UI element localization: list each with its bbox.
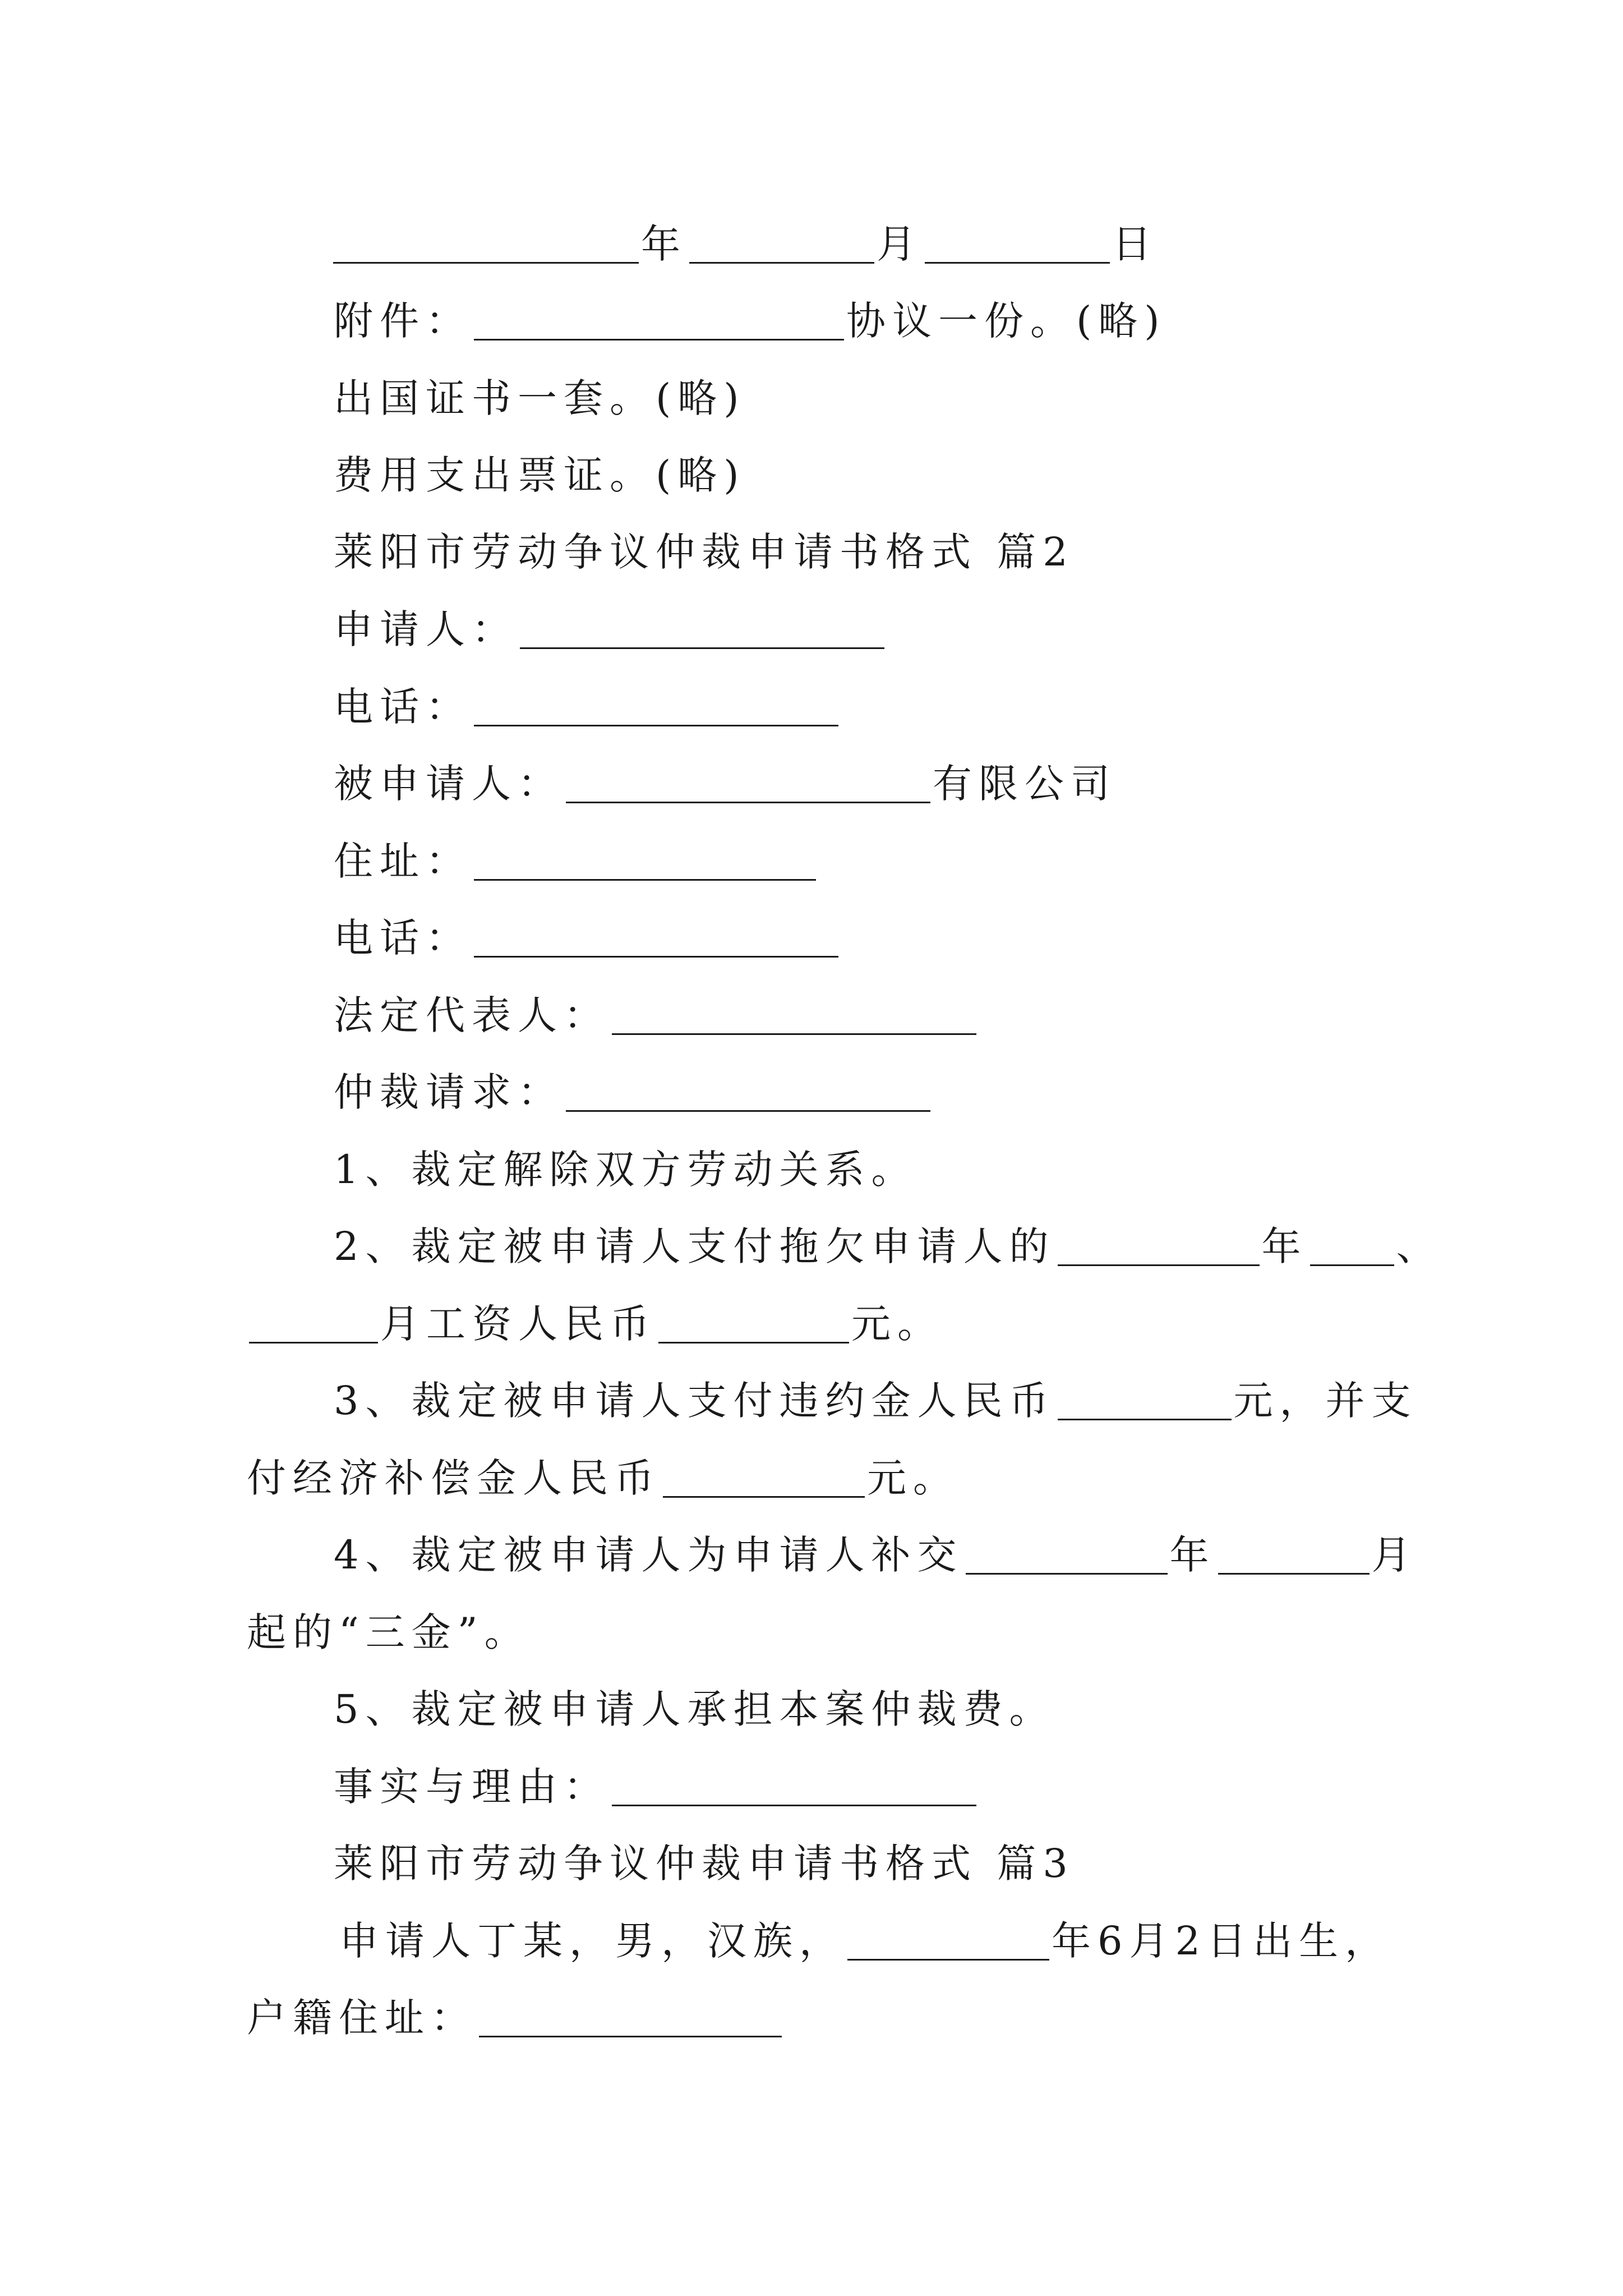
- legal-rep-line: [334, 982, 979, 1049]
- year-blank: [333, 225, 639, 264]
- claim-text: 元，并支: [1233, 1378, 1418, 1424]
- year-label: 年: [641, 221, 687, 267]
- claim-text: 2、裁定被申请人支付拖欠申请人的: [334, 1223, 1055, 1269]
- section-title-text: 莱阳市劳动争议仲裁申请书格式 篇2: [334, 529, 1075, 575]
- phone-blank: [474, 688, 838, 726]
- attachment-line: [334, 287, 1166, 355]
- claim-text: 月工资人民币: [380, 1301, 656, 1347]
- claim-item: [334, 1136, 917, 1203]
- month-blank: [1218, 1536, 1370, 1575]
- phone-blank: [474, 919, 838, 958]
- phone-label: 电话：: [334, 684, 472, 730]
- claim-text: 、: [1396, 1223, 1442, 1269]
- day-label: 日: [1112, 221, 1158, 267]
- date-line: [331, 210, 1158, 278]
- claim-text: 月: [1371, 1532, 1418, 1578]
- month-label: 月: [877, 221, 923, 267]
- note-line: [334, 441, 746, 509]
- amount-blank: [1058, 1382, 1232, 1420]
- day-blank: [925, 225, 1110, 264]
- legal-rep-blank: [612, 996, 976, 1035]
- note-text: 费用支出票证。(略): [334, 452, 746, 498]
- note-text: 出国证书一套。(略): [334, 375, 746, 421]
- claim-text: 元。: [867, 1455, 959, 1501]
- claim-text: 付经济补偿金人民币: [247, 1455, 661, 1501]
- address-blank: [474, 842, 816, 881]
- address-line: [334, 827, 818, 895]
- facts-line: [334, 1753, 979, 1820]
- legal-rep-label: 法定代表人：: [334, 992, 610, 1038]
- applicant-line: [334, 596, 887, 663]
- phone-label: 电话：: [334, 915, 472, 961]
- amount-blank: [663, 1459, 865, 1498]
- claim-item-cont: [247, 1290, 943, 1358]
- claim-text: 元。: [851, 1301, 943, 1347]
- section-title-text: 莱阳市劳动争议仲裁申请书格式 篇3: [334, 1841, 1075, 1887]
- claim-item: [334, 1676, 1055, 1743]
- note-line: [334, 365, 746, 432]
- facts-blank: [612, 1768, 976, 1806]
- phone-line: [334, 673, 841, 740]
- claim-item: [334, 1213, 1442, 1280]
- claim-item: [334, 1521, 1418, 1589]
- month-blank: [689, 225, 874, 264]
- claim-text: 1、裁定解除双方劳动关系。: [334, 1147, 917, 1193]
- claim-text: 4、裁定被申请人为申请人补交: [334, 1532, 963, 1578]
- year-blank: [966, 1536, 1168, 1575]
- intro-line: [339, 1907, 1391, 1975]
- claim-item: [334, 1367, 1418, 1434]
- year-blank: [1058, 1227, 1260, 1266]
- attachment-suffix: 协议一份。(略): [846, 298, 1166, 344]
- respondent-line: [334, 750, 1117, 817]
- household-label: 户籍住址：: [247, 1995, 477, 2041]
- section-title: [334, 1830, 1075, 1897]
- claim-item-cont: [247, 1599, 531, 1666]
- month-blank: [249, 1305, 378, 1343]
- claims-label: 仲裁请求：: [334, 1069, 564, 1115]
- claim-text: 起的“三金”。: [247, 1609, 531, 1655]
- applicant-blank: [520, 610, 884, 649]
- attachment-label: 附件：: [334, 298, 472, 344]
- year-blank: [847, 1922, 1049, 1961]
- claim-text: 年: [1169, 1532, 1216, 1578]
- applicant-label: 申请人：: [334, 606, 518, 652]
- claim-text: 年: [1261, 1223, 1308, 1269]
- claims-line: [334, 1059, 933, 1126]
- claim-text: 5、裁定被申请人承担本案仲裁费。: [334, 1686, 1055, 1732]
- address-label: 住址：: [334, 838, 472, 884]
- section-title: [334, 518, 1075, 586]
- phone-line: [334, 904, 841, 972]
- respondent-suffix: 有限公司: [933, 761, 1117, 807]
- intro-text: 申请人丁某，男，汉族，: [339, 1918, 845, 1964]
- household-line: [247, 1984, 784, 2051]
- month-blank: [1310, 1227, 1394, 1266]
- respondent-label: 被申请人：: [334, 761, 564, 807]
- claims-blank: [566, 1073, 930, 1112]
- claim-text: 3、裁定被申请人支付违约金人民币: [334, 1378, 1055, 1424]
- intro-text: 年6月2日出生，: [1052, 1918, 1391, 1964]
- facts-label: 事实与理由：: [334, 1764, 610, 1810]
- attachment-blank: [474, 302, 844, 341]
- respondent-blank: [566, 765, 930, 803]
- amount-blank: [658, 1305, 849, 1343]
- household-blank: [479, 1999, 782, 2037]
- claim-item-cont: [247, 1444, 959, 1512]
